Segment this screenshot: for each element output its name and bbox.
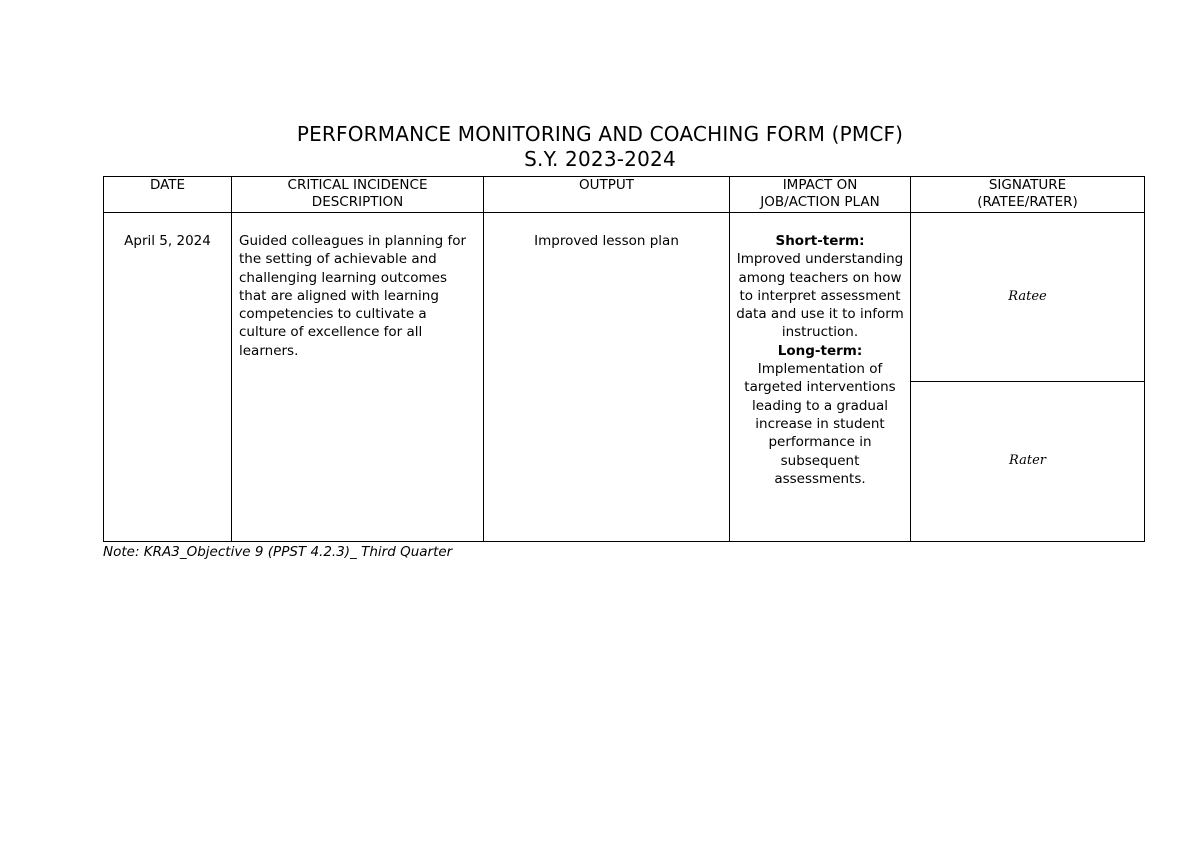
form-title: PERFORMANCE MONITORING AND COACHING FORM (PMCF)	[296, 122, 904, 146]
long-term-text: Implementation of targeted interventions leading to a gradual increase in student performance in subsequent assessments.	[744, 361, 896, 487]
row-description: Guided colleagues in planning for the setting of achievable and challenging learning outcomes that are aligned with learning competencies to cultivate a culture of excellence for all learners.	[232, 213, 484, 542]
signature-ratee: Ratee	[911, 213, 1145, 382]
signature-rater: Rater	[911, 382, 1145, 542]
header-signature-line1: SIGNATURE	[988, 177, 1067, 193]
header-signature-line2: (RATEE/RATER)	[977, 194, 1078, 210]
short-term-label: Short-term:	[775, 233, 865, 249]
form-header	[0, 122, 1200, 172]
table-row	[104, 213, 1145, 382]
header-signature	[911, 177, 1145, 213]
header-impact	[730, 177, 911, 213]
header-critical-incidence-line2: DESCRIPTION	[311, 194, 404, 210]
school-year: S.Y. 2023-2024	[524, 147, 676, 171]
footnote: Note: KRA3_Objective 9 (PPST 4.2.3)_ Third Quarter	[103, 544, 453, 560]
row-impact	[730, 213, 911, 542]
header-critical-incidence-line1: CRITICAL INCIDENCE	[287, 177, 428, 193]
row-date: April 5, 2024	[104, 213, 232, 542]
table-header-row	[104, 177, 1145, 213]
long-term-label: Long-term:	[777, 342, 863, 359]
header-critical-incidence	[232, 177, 484, 213]
header-impact-line1: IMPACT ON	[782, 177, 858, 193]
pmcf-table	[103, 176, 1145, 542]
short-term-text: Improved understanding among teachers on how to interpret assessment data and use it to inform instruction.	[736, 251, 904, 341]
row-output: Improved lesson plan	[484, 213, 730, 542]
header-date-label: DATE	[149, 177, 186, 193]
header-date	[104, 177, 232, 213]
header-output-label: OUTPUT	[578, 177, 635, 193]
header-output	[484, 177, 730, 213]
header-impact-line2: JOB/ACTION PLAN	[760, 194, 880, 210]
